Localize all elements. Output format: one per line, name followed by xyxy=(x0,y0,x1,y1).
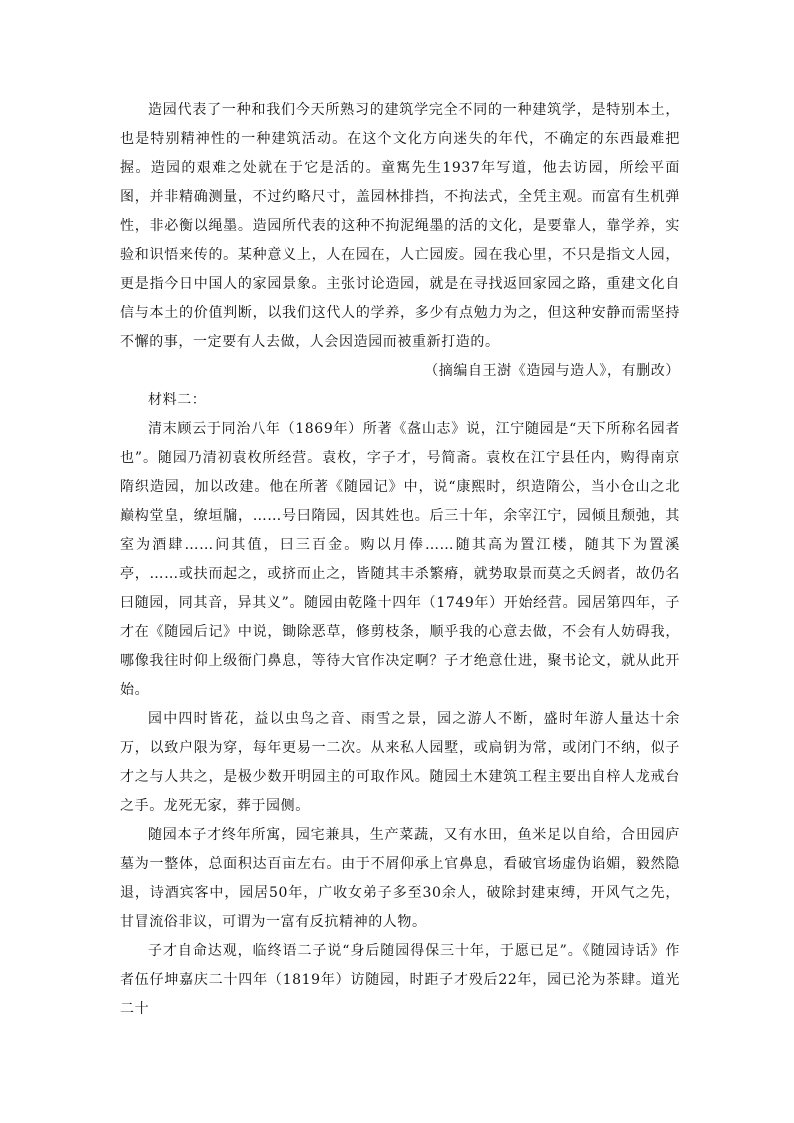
document-page xyxy=(120,96,680,1024)
material-one-paragraph: 造园代表了一种和我们今天所熟习的建筑学完全不同的一种建筑学，是特别本土，也是特别精神性的一种建筑活动。在这个文化方向迷失的年代，不确定的东西最难把握。造园的艰难之处就在于它是活的。童寯先生1937年写道，他去访园，所绘平面图，并非精确测量，不过约略尺寸，盖园林排挡，不拘法式，全凭主观。而富有生机弹性，非必衡以绳墨。造园所代表的这种不拘泥绳墨的活的文化，是要靠人，靠学养，实验和识悟来传的。某种意义上，人在园在，人亡园废。园在我心里，不只是指文人园，更是指今日中国人的家园景象。主张讨论造园，就是在寻找返回家园之路，重建文化自信与本土的价值判断，以我们这代人的学养，多少有点勉力为之，但这种安静而需坚持不懈的事，一定要有人去做，人会因造园而被重新打造的。 xyxy=(120,102,680,350)
material-one-source: （摘编自王澍《造园与造人》，有删改） xyxy=(424,363,680,379)
material-two-paragraph-1: 清末顾云于同治八年（1869年）所著《盋山志》说，江宁随园是“天下所称名园者也”。随园乃清初袁枚所经营。袁枚，字子才，号简斋。袁枚在江宁县任内，购得南京隋织造园，加以改建。他在所著《随园记》中，说“康熙时，织造隋公，当小仓山之北巅构堂皇，缭垣牖，……号曰隋园，因其姓也。后三十年，余宰江宁，园倾且颓弛，其室为酒肆……问其值，曰三百金。购以月俸……随其高为置江楼，随其下为置溪亭，……或扶而起之，或挤而止之，皆随其丰杀繁瘠，就势取景而莫之夭阏者，故仍名曰随园，同其音，异其义”。随园由乾隆十四年（1749年）开始经营。园居第四年，子才在《随园后记》中说，锄除恶草，修剪枝条，顺乎我的心意去做，不会有人妨碍我，哪像我往时仰上级衙门鼻息，等待大官作决定啊？子才绝意仕进，聚书论文，就从此开始。 xyxy=(120,421,680,698)
material-two-paragraph-4: 子才自命达观，临终语二子说“身后随园得保三十年，于愿已足”。《随园诗话》作者伍仔坤嘉庆二十四年（1819年）访随园，时距子才殁后22年，园已沦为茶肆。道光二十 xyxy=(120,943,680,1017)
material-two-paragraph-2: 园中四时皆花，益以虫鸟之音、雨雪之景，园之游人不断，盛时年游人量达十余万，以致户限为穿，每年更易一二次。从来私人园墅，或扃钥为常，或闭门不纳，似子才之与人共之，是极少数开明园主的可取作风。随园土木建筑工程主要出自梓人龙戒台之手。龙死无家，葬于园侧。 xyxy=(120,711,680,814)
material-two-paragraph-3: 随园本子才终年所寓，园宅兼具，生产菜蔬，又有水田，鱼米足以自给，合田园庐墓为一整体，总面积达百亩左右。由于不屑仰承上官鼻息，看破官场虚伪谄媚，毅然隐退，诗酒宾客中，园居50年，广收女弟子多至30余人，破除封建束缚，开风气之先，甘冒流俗非议，可谓为一富有反抗精神的人物。 xyxy=(120,827,680,930)
material-two-heading: 材料二： xyxy=(148,392,207,408)
